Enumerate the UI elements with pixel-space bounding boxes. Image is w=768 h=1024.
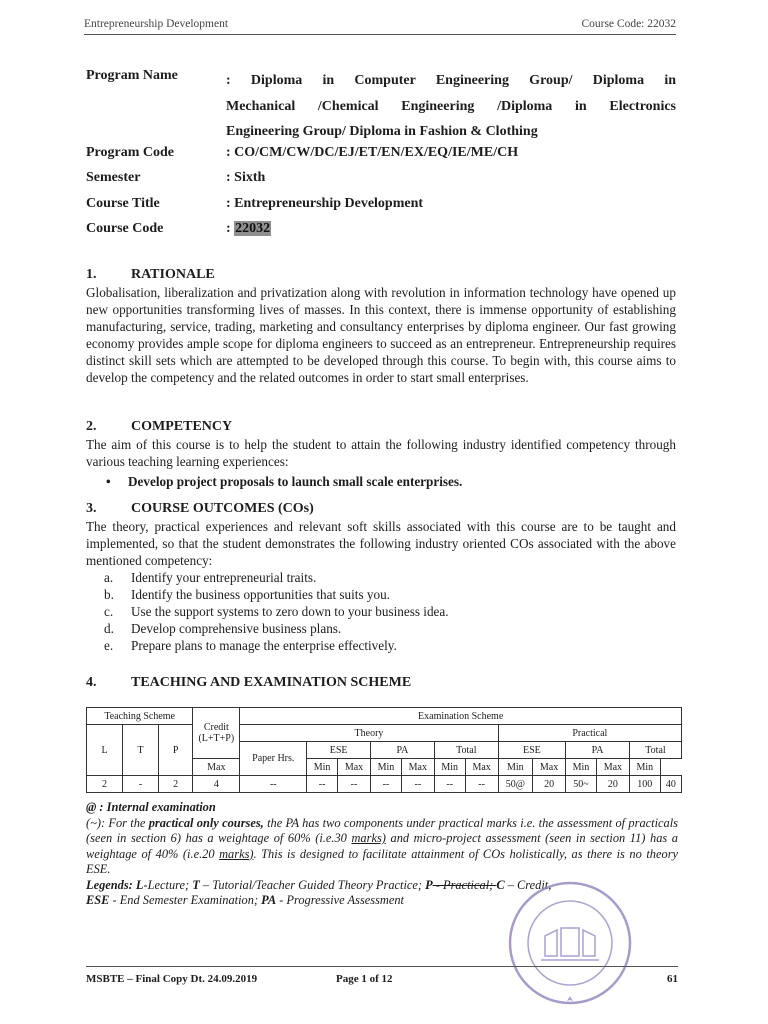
footer-page-number: Page 1 of 12: [336, 973, 393, 985]
legend-text: -Lecture;: [143, 877, 193, 892]
list-item: [104, 569, 676, 586]
col-P: P: [159, 725, 193, 776]
semester-value: : Sixth: [226, 170, 266, 185]
min-header: Min: [498, 759, 532, 776]
outcomes-heading: [86, 500, 676, 517]
header-course-code: Course Code: 22032: [581, 18, 676, 30]
min-header: Min: [629, 759, 660, 776]
table-cell: -: [123, 776, 159, 793]
table-row: [87, 776, 682, 793]
program-name-line-1: : Diploma in Computer Engineering Group/ Diploma in: [226, 73, 676, 88]
competency-section: [86, 418, 676, 490]
practical-ese-header: ESE: [498, 742, 565, 759]
legend-text: – Tutorial/Teacher Guided Theory Practice;: [199, 877, 426, 892]
competency-bullet: [106, 473, 676, 490]
program-info: [86, 68, 678, 247]
table-cell: --: [337, 776, 370, 793]
max-header: Max: [193, 759, 240, 776]
competency-number: 2.: [86, 419, 97, 434]
max-header: Max: [533, 759, 566, 776]
program-name-label: Program Name: [86, 68, 178, 83]
semester-label: Semester: [86, 170, 141, 185]
note-underlined: marks): [351, 831, 386, 845]
course-code-prefix: :: [226, 221, 235, 236]
note-text: and micro-project assessment (seen in section 11) has a weightage of 40% (i.e.20: [86, 831, 678, 861]
rationale-text: Globalisation, liberalization and privatization along with revolution in information technology have opened up new opportunities transforming lives of masses. In this context, there is immense opportunity of establishing manufacturing, service, trading, marketing and consultancy enterprises by diploma engineer. Our fast growing economy provides ample scope for diploma engineers to succeed as an entrepreneur. Entrepreneurship requires distinct skill sets which are attempted to be developed through this course. To begin with, this course aims to develop the competency and the related outcomes in order to start small enterprises.: [86, 285, 676, 385]
course-title-value: : Entrepreneurship Development: [226, 195, 424, 211]
program-name-row: [86, 68, 678, 145]
outcome-letter: c.: [104, 604, 114, 619]
note-text: . This is designed to facilitate attainment of COs holistically, as there is no theory ESE.: [86, 846, 679, 876]
legend-key: C: [496, 877, 505, 892]
course-code-value: 22032: [235, 221, 271, 236]
legend-text: – Credit,: [504, 877, 552, 892]
table-cell: --: [307, 776, 338, 793]
outcome-letter: b.: [104, 587, 114, 602]
legend-key: ESE: [86, 893, 110, 907]
footer-copy-date: MSBTE – Final Copy Dt. 24.09.2019: [86, 973, 258, 985]
rationale-number: 1.: [86, 267, 97, 282]
semester-row: [86, 170, 678, 196]
bullet-icon: •: [106, 474, 111, 489]
table-cell: 40: [660, 776, 681, 793]
program-code-label: Program Code: [86, 144, 174, 160]
legends-label: Legends:: [86, 877, 133, 892]
theory-total-header: Total: [434, 742, 498, 759]
table-cell: --: [401, 776, 434, 793]
outcome-text: Develop comprehensive business plans.: [131, 621, 342, 636]
table-cell: 20: [596, 776, 629, 793]
outcomes-section: [86, 500, 676, 654]
note-text: the PA has two components under practical marks i.e. the assessment of practicals (seen in section 6) has a weightage of 60% (i.e.30: [86, 815, 678, 845]
scheme-number: 4.: [86, 675, 97, 690]
rationale-title: RATIONALE: [131, 267, 215, 282]
competency-title: COMPETENCY: [131, 419, 233, 434]
outcome-letter: d.: [104, 621, 114, 636]
footer-sheet-number: 61: [667, 973, 678, 985]
competency-heading: [86, 418, 676, 435]
note-text: (~): For the: [86, 815, 149, 830]
outcomes-text: The theory, practical experiences and relevant soft skills associated with this course are to be taught and implemented, so that the student demonstrates the following industry oriented COs associated with the above mentioned competency:: [86, 519, 676, 568]
program-name-line-3: Engineering Group/ Diploma in Fashion & Clothing: [226, 124, 538, 139]
table-cell: --: [240, 776, 307, 793]
legend-text: - Progressive Assessment: [276, 893, 404, 907]
theory-ese-header: ESE: [307, 742, 371, 759]
note-underlined: marks): [219, 846, 254, 861]
scheme-title: TEACHING AND EXAMINATION SCHEME: [131, 675, 412, 690]
legend-key: PA: [261, 893, 277, 907]
theory-header: Theory: [240, 725, 498, 742]
table-cell: 2: [87, 776, 123, 793]
list-item: [104, 637, 676, 654]
max-header: Max: [337, 759, 370, 776]
teaching-scheme-header: Teaching Scheme: [87, 708, 193, 725]
legend-text: - End Semester Examination;: [109, 893, 262, 907]
outcome-text: Identify the business opportunities that suits you.: [131, 587, 390, 602]
col-L: L: [87, 725, 123, 776]
examination-scheme-header: Examination Scheme: [240, 708, 682, 725]
table-cell: --: [434, 776, 465, 793]
table-cell: 4: [193, 776, 240, 793]
table-cell: 50@: [498, 776, 532, 793]
outcomes-title: COURSE OUTCOMES (COs): [131, 501, 314, 516]
outcome-text: Identify your entrepreneurial traits.: [131, 570, 317, 585]
table-cell: 50~: [566, 776, 597, 793]
table-cell: --: [371, 776, 402, 793]
internal-exam-note: @ : Internal examination: [86, 800, 216, 814]
scheme-table: [86, 707, 682, 793]
outcome-list: [104, 569, 676, 654]
col-T: T: [123, 725, 159, 776]
note-emphasis: practical only courses,: [148, 815, 264, 830]
table-cell: 20: [533, 776, 566, 793]
outcome-letter: a.: [104, 570, 114, 585]
min-header: Min: [566, 759, 597, 776]
credit-header: Credit (L+T+P): [193, 708, 240, 759]
list-item: [104, 620, 676, 637]
min-header: Min: [371, 759, 402, 776]
competency-bullet-text: Develop project proposals to launch small scale enterprises.: [128, 474, 463, 489]
program-name-line-2: Mechanical /Chemical Engineering /Diploma in Electronics: [226, 98, 676, 114]
header-course-name: Entrepreneurship Development: [84, 18, 229, 30]
theory-pa-header: PA: [371, 742, 435, 759]
min-header: Min: [434, 759, 465, 776]
practical-header: Practical: [498, 725, 681, 742]
course-title-label: Course Title: [86, 195, 160, 211]
course-code-row: [86, 221, 678, 247]
list-item: [104, 586, 676, 603]
page-header: [84, 14, 676, 35]
practical-total-header: Total: [629, 742, 681, 759]
legend-key: T: [192, 877, 200, 892]
outcomes-number: 3.: [86, 501, 97, 516]
max-header: Max: [401, 759, 434, 776]
scheme-section: [86, 674, 676, 692]
program-code-value: : CO/CM/CW/DC/EJ/ET/EN/EX/EQ/IE/ME/CH: [226, 144, 519, 160]
legend-key: P: [425, 877, 433, 892]
program-name-value: [226, 68, 676, 145]
paper-hrs-header: Paper Hrs.: [240, 742, 307, 776]
rationale-heading: [86, 266, 676, 283]
table-cell: --: [465, 776, 498, 793]
practical-note: [86, 816, 678, 878]
competency-text: The aim of this course is to help the student to attain the following industry identified competency through various teaching learning experiences:: [86, 437, 676, 469]
program-code-row: [86, 145, 678, 171]
table-cell: 100: [629, 776, 660, 793]
legend-key: L: [132, 877, 144, 892]
table-cell: 2: [159, 776, 193, 793]
outcome-text: Prepare plans to manage the enterprise effectively.: [131, 638, 397, 653]
practical-pa-header: PA: [566, 742, 630, 759]
max-header: Max: [596, 759, 629, 776]
list-item: [104, 603, 676, 620]
legend-text: - Practical;: [432, 877, 497, 892]
outcome-letter: e.: [104, 638, 114, 653]
course-code-value-wrap: [226, 221, 676, 237]
min-header: Min: [307, 759, 338, 776]
outcome-text: Use the support systems to zero down to your business idea.: [131, 604, 449, 619]
page-footer: [86, 966, 678, 989]
max-header: Max: [465, 759, 498, 776]
course-title-row: [86, 196, 678, 222]
course-code-label: Course Code: [86, 221, 164, 236]
rationale-section: [86, 266, 676, 386]
scheme-heading: [86, 674, 676, 691]
